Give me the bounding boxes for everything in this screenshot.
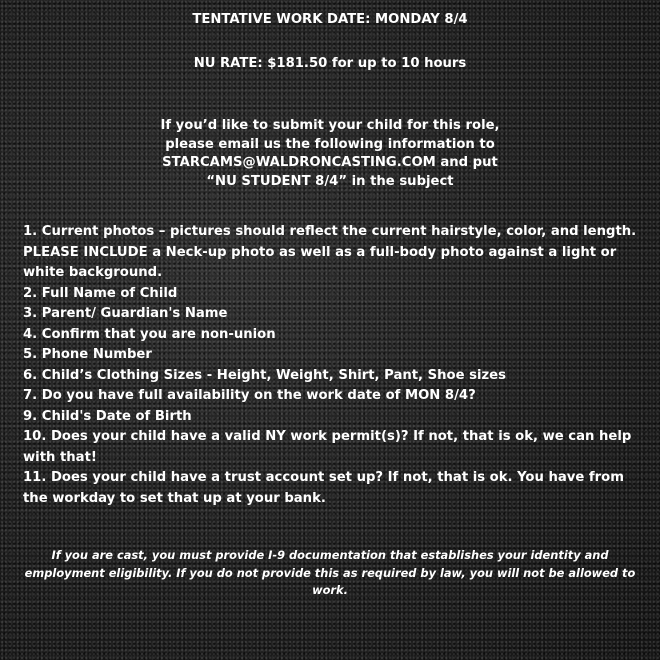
requirement-non-union: 4. Confirm that you are non-union [23, 326, 276, 342]
submission-instructions [0, 117, 660, 191]
work-date-heading: TENTATIVE WORK DATE: MONDAY 8/4 [192, 12, 468, 27]
nu-rate-heading: NU RATE: $181.50 for up to 10 hours [193, 56, 467, 71]
requirement-trust-account: 11. Does your child have a trust account set up? If not, that is ok. You have from the workday to set that up at your bank. [23, 470, 624, 506]
requirement-child-name: 2. Full Name of Child [23, 285, 178, 301]
i9-disclaimer: If you are cast, you must provide I-9 documentation that establishes your identity and employment eligibility. If you do not provide this as required by law, you will not be allowed to work. [24, 548, 636, 597]
requirement-photos: 1. Current photos – pictures should reflect the current hairstyle, color, and length. PLEASE INCLUDE a Neck-up photo as well as a full-body photo against a light or white background. [23, 224, 637, 280]
requirement-guardian-name: 3. Parent/ Guardian's Name [23, 306, 228, 321]
requirement-work-permit: 10. Does your child have a valid NY work permit(s)? If not, that is ok, we can help with that! [23, 429, 632, 465]
submission-line: please email us the following information to [165, 136, 495, 152]
requirements-list [23, 222, 643, 509]
submission-subject-line: “NU STUDENT 8/4” in the subject [206, 173, 454, 189]
requirement-availability: 7. Do you have full availability on the work date of MON 8/4? [23, 388, 476, 403]
requirement-phone: 5. Phone Number [23, 347, 152, 362]
requirement-date-of-birth: 9. Child's Date of Birth [23, 408, 192, 424]
submission-email-line: STARCAMS@WALDRONCASTING.COM and put [162, 155, 498, 170]
requirement-clothing-sizes: 6. Child’s Clothing Sizes - Height, Weight, Shirt, Pant, Shoe sizes [23, 367, 506, 383]
submission-line: If you’d like to submit your child for this role, [160, 118, 500, 133]
